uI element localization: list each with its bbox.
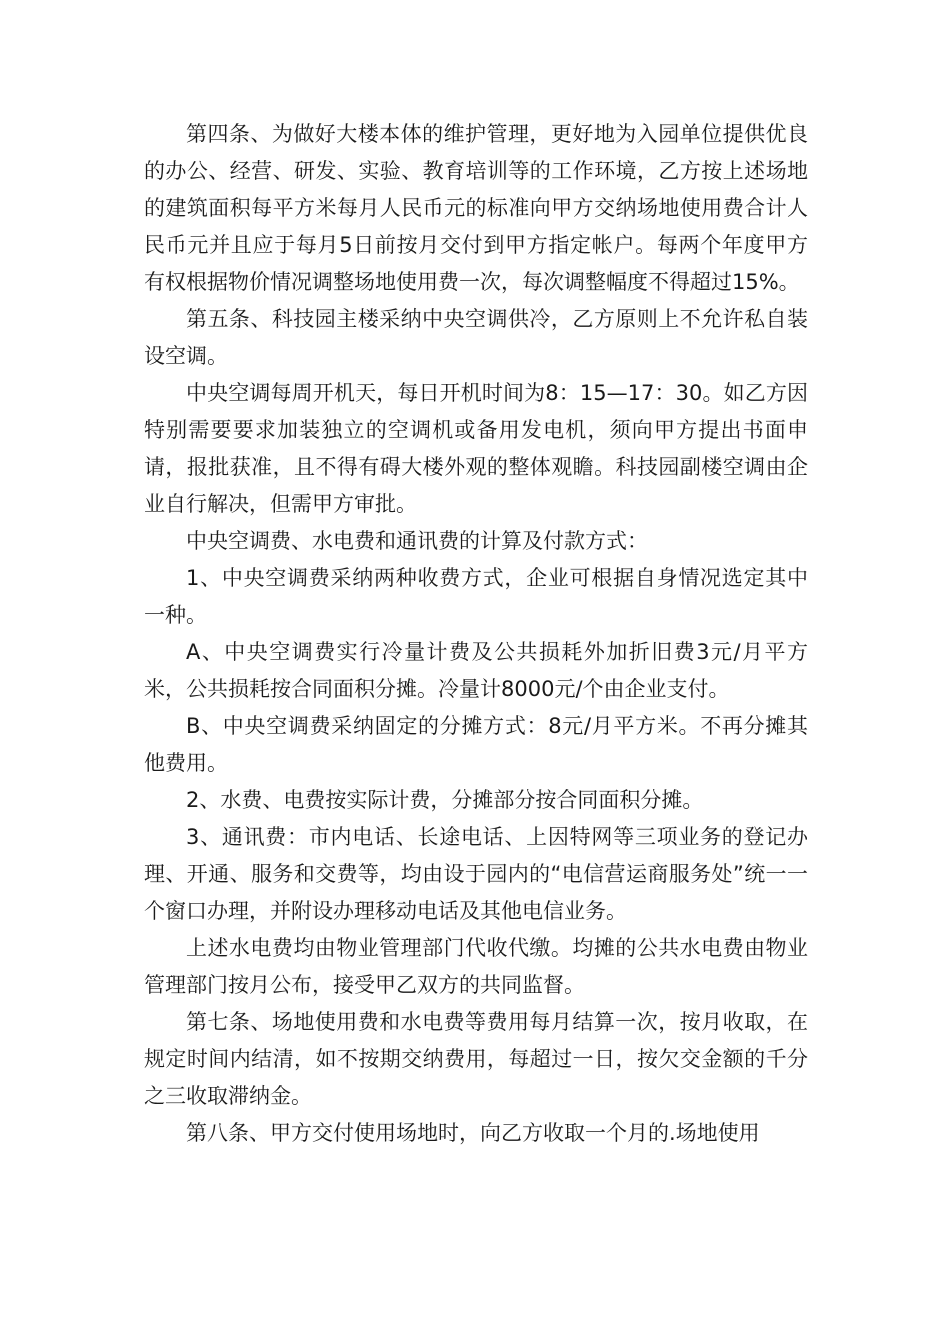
- paragraph-utility-fee-2: 2、水费、电费按实际计费，分摊部分按合同面积分摊。: [186, 788, 704, 812]
- paragraph-fee-heading: 中央空调费、水电费和通讯费的计算及付款方式：: [186, 529, 648, 553]
- paragraph-article-4: 第四条、为做好大楼本体的维护管理，更好地为入园单位提供优良的办公、经营、研发、实验、教育培训等的工作环境，乙方按上述场地的建筑面积每平方米每月人民币元的标准向甲方交纳场地使用费合计人民币元并且应于每月5日前按月交付到甲方指定帐户。每两个年度甲方有权根据物价情况调整场地使用费一次，每次调整幅度不得超过15%。: [144, 122, 808, 294]
- paragraph-article-7: 第七条、场地使用费和水电费等费用每月结算一次，按月收取，在规定时间内结清，如不按期交纳费用，每超过一日，按欠交金额的千分之三收取滞纳金。: [144, 1010, 808, 1108]
- paragraph-ac-fee-a: A、中央空调费实行冷量计费及公共损耗外加折旧费3元/月平方米，公共损耗按合同面积分摊。冷量计8000元/个由企业支付。: [144, 640, 808, 701]
- paragraph-ac-fee-1: 1、中央空调费采纳两种收费方式，企业可根据自身情况选定其中一种。: [144, 566, 808, 627]
- paragraph-telecom-fee-3: 3、通讯费：市内电话、长途电话、上因特网等三项业务的登记办理、开通、服务和交费等，均由设于园内的“电信营运商服务处”统一一个窗口办理，并附设办理移动电话及其他电信业务。: [144, 825, 808, 923]
- document-page: [144, 116, 808, 1152]
- paragraph-ac-fee-b: B、中央空调费采纳固定的分摊方式：8元/月平方米。不再分摊其他费用。: [144, 714, 808, 775]
- paragraph-ac-schedule: 中央空调每周开机天，每日开机时间为8：15—17：30。如乙方因特别需要要求加装独立的空调机或备用发电机，须向甲方提出书面申请，报批获准，且不得有碍大楼外观的整体观瞻。科技园副楼空调由企业自行解决，但需甲方审批。: [144, 381, 808, 516]
- paragraph-article-5: 第五条、科技园主楼采纳中央空调供冷，乙方原则上不允许私自装设空调。: [144, 307, 808, 368]
- paragraph-utility-collection: 上述水电费均由物业管理部门代收代缴。均摊的公共水电费由物业管理部门按月公布，接受甲乙双方的共同监督。: [144, 936, 808, 997]
- paragraph-article-8: 第八条、甲方交付使用场地时，向乙方收取一个月的.场地使用: [186, 1121, 760, 1145]
